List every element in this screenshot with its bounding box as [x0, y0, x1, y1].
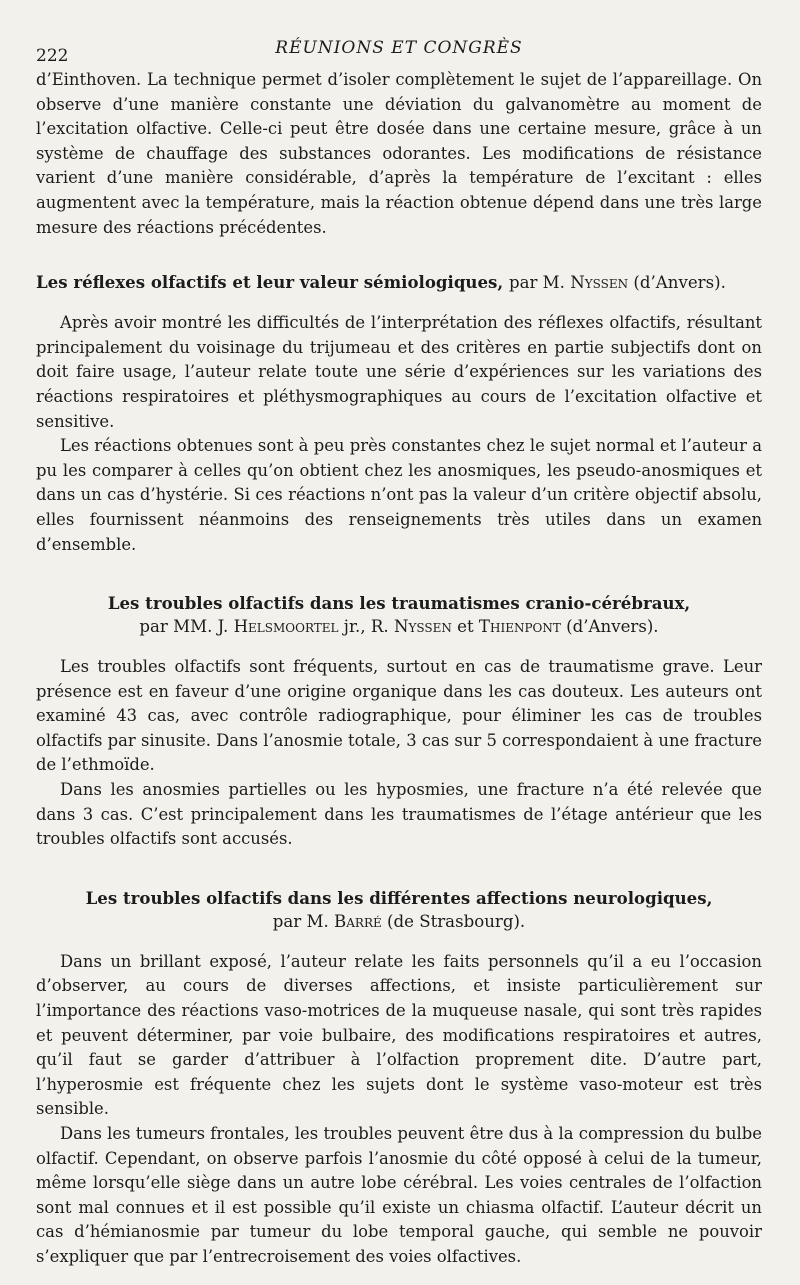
section-byline: par M. Barré (de Strasbourg). — [272, 911, 526, 931]
section-heading-neurologiques — [36, 886, 762, 934]
section-title: Les troubles olfactifs dans les différentes affections neurologiques, — [85, 887, 713, 908]
paragraph: Après avoir montré les difficultés de l’interprétation des réflexes olfactifs, résultant principalement du voisinage du trijumeau et des critères en partie subjectifs dont on doit faire usage, l’auteur relate toute une série d’expériences sur les variations des réactions respiratoires et pléthysmographiques au cours de l’excitation olfactive et sensitive. — [36, 313, 762, 431]
section-title: Les réflexes olfactifs et leur valeur sémiologiques, — [36, 272, 504, 293]
section-byline: par MM. J. Helsmoortel jr., R. Nyssen et Thienpont (d’Anvers). — [139, 617, 659, 637]
paragraph: Dans les tumeurs frontales, les troubles peuvent être dus à la compression du bulbe olfactif. Cependant, on observe parfois l’anosmie du côté opposé à celui de la tumeur, même lorsqu’elle siège dans un autre lobe cérébral. Les voies centrales de l’olfaction sont mal connues et il est possible qu’il existe un chiasma olfactif. L’auteur décrit un cas d’hémianosmie par tumeur du lobe temporal gauche, qui semble ne pouvoir s’expliquer que par l’entrecroisement des voies olfactives. — [36, 1124, 762, 1266]
page-number: 222 — [36, 46, 69, 66]
section-heading-traumatismes — [36, 591, 762, 639]
paragraph: Dans un brillant exposé, l’auteur relate les faits personnels qu’il a eu l’occasion d’observer, au cours de diverses affections, et insiste particulièrement sur l’importance des réactions vaso-motrices de la muqueuse nasale, qui sont très rapides et peuvent déterminer, par voie bulbaire, des modifications respiratoires et autres, qu’il faut se garder d’attribuer à l’olfaction proprement dite. D’autre part, l’hyperosmie est fréquente chez les sujets dont le système vaso-moteur est très sensible. — [36, 951, 762, 1119]
paragraph: Les troubles olfactifs sont fréquents, surtout en cas de traumatisme grave. Leur présence est en faveur d’une origine organique dans les cas douteux. Les auteurs ont examiné 43 cas, avec contrôle radiographique, pour éliminer les cas de troubles olfactifs par sinusite. Dans l’anosmie totale, 3 cas sur 5 correspondaient à une fracture de l’ethmoïde. — [36, 657, 762, 775]
paragraph: Les réactions obtenues sont à peu près constantes chez le sujet normal et l’auteur a pu les comparer à celles qu’on obtient chez les anosmiques, les pseudo-anosmiques et dans un cas d’hystérie. Si ces réactions n’ont pas la valeur d’un critère objectif absolu, elles fournissent néanmoins des renseignements très utiles dans un examen d’ensemble. — [36, 436, 762, 554]
paragraph: Dans les anosmies partielles ou les hyposmies, une fracture n’a été relevée que dans 3 cas. C’est principalement dans les traumatismes de l’étage antérieur que les troubles olfactifs sont accusés. — [36, 780, 762, 849]
intro-paragraph: d’Einthoven. La technique permet d’isoler complètement le sujet de l’appareillage. On observe d’une manière constante une déviation du galvanomètre au moment de l’excitation olfactive. Celle-ci peut être dosée dans une certaine mesure, grâce à un système de chauffage des substances odorantes. Les modifications de résistance varient d’une manière considérable, d’après la température de l’excitant : elles augmentent avec la température, mais la réaction obtenue dépend dans une très large mesure des réactions précédentes. — [36, 70, 762, 237]
section-heading-reflexes — [36, 270, 762, 295]
section-title: Les troubles olfactifs dans les traumatismes cranio-cérébraux, — [107, 593, 691, 614]
page-content — [36, 68, 762, 1270]
section-byline: par M. Nyssen (d’Anvers). — [508, 273, 726, 293]
running-title: RÉUNIONS ET CONGRÈS — [275, 38, 523, 58]
running-head — [36, 38, 762, 68]
